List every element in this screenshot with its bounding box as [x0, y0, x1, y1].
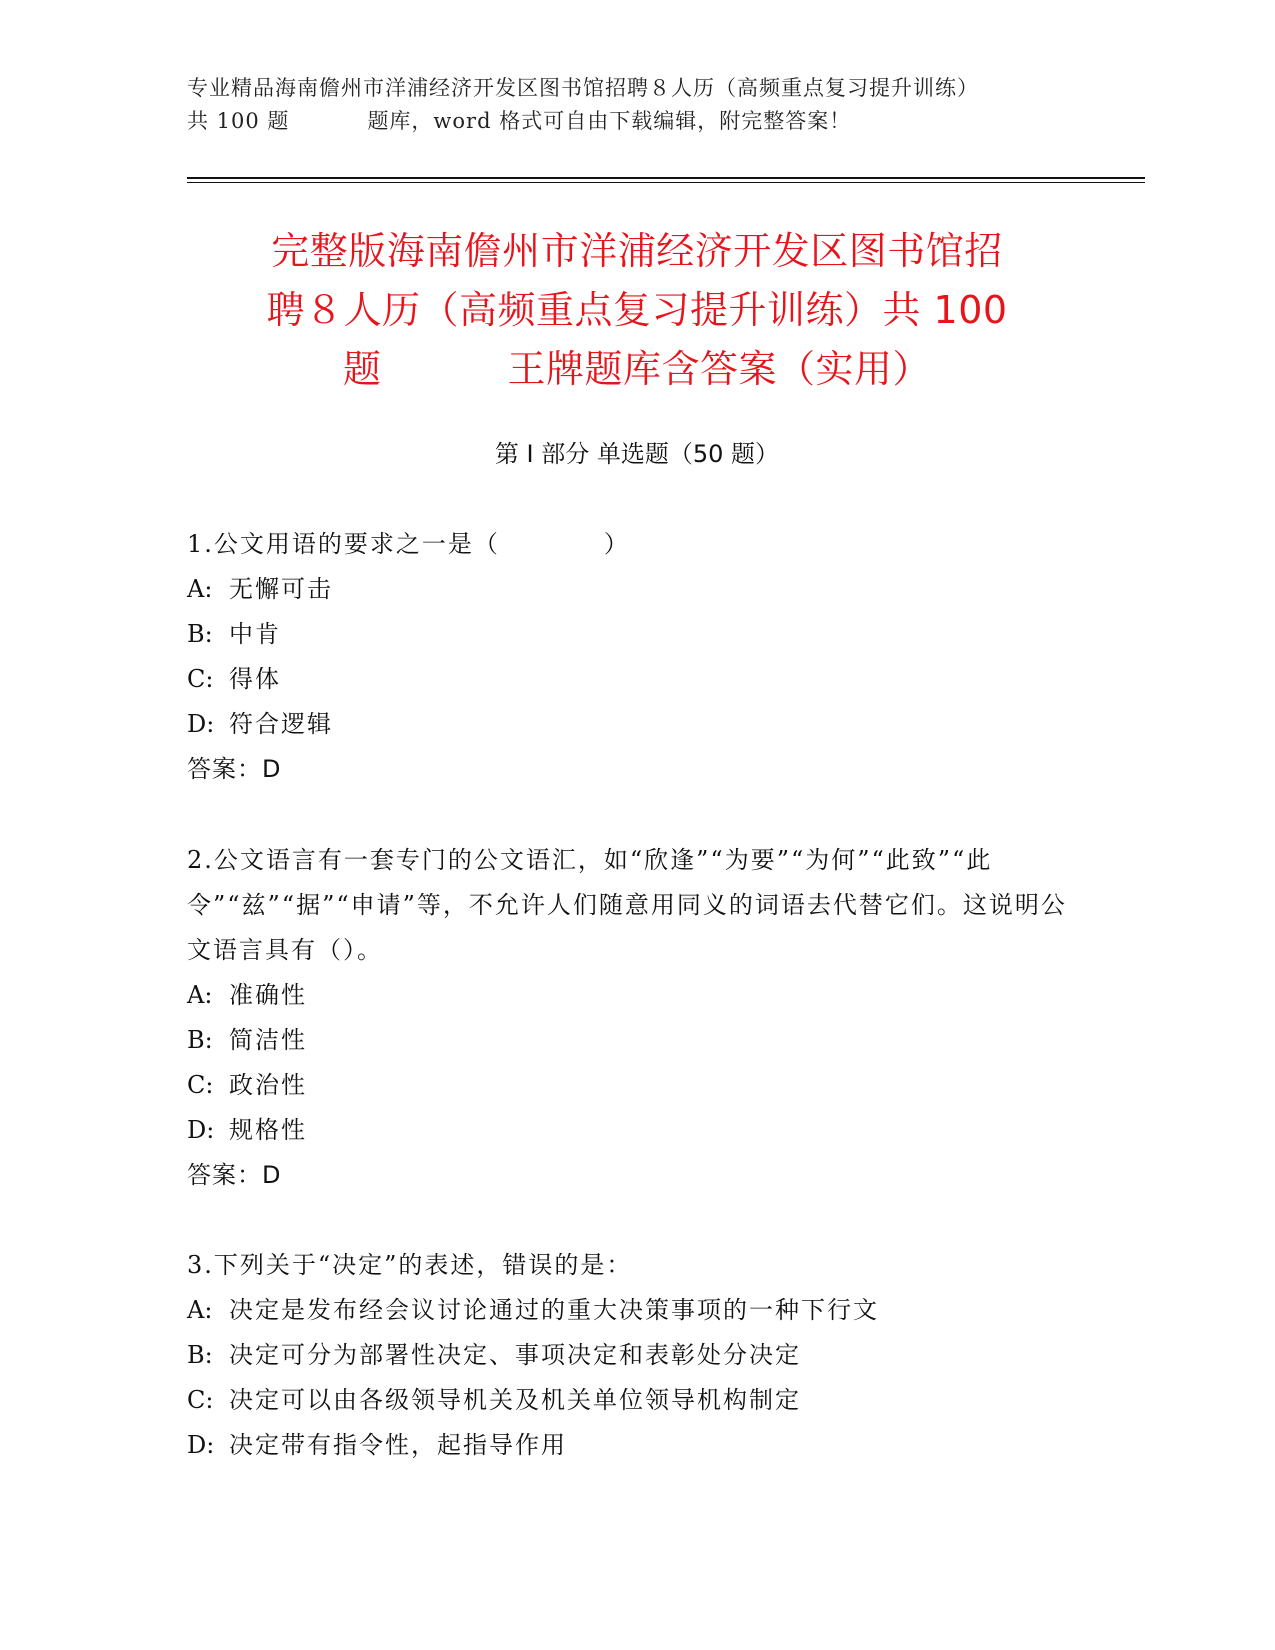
option-text: 决定可以由各级领导机关及机关单位领导机构制定 [229, 1386, 801, 1414]
answer: 答案：D [187, 755, 282, 783]
option-a [187, 1288, 1087, 1333]
option-text: 决定带有指令性，起指导作用 [229, 1431, 567, 1459]
header-note [187, 72, 1087, 138]
question-2 [187, 838, 1087, 1198]
option-a [187, 567, 1087, 612]
question-stem: 2.公文语言有一套专门的公文语汇，如“欣逢”“为要”“为何”“此致”“此令”“兹”“据”“申请”等，不允许人们随意用同义的词语去代替它们。这说明公文语言具有（）。 [187, 846, 1067, 964]
document-title-line-3-start: 题 [342, 347, 382, 391]
option-d [187, 1423, 1087, 1468]
option-text: 符合逻辑 [229, 710, 333, 738]
document-title-line-2: 聘８人历（高频重点复习提升训练）共 100 [266, 288, 1008, 332]
option-letter: C: [187, 665, 214, 693]
header-note-description: 题库，word 格式可自由下载编辑，附完整答案！ [367, 109, 852, 133]
option-text: 准确性 [229, 981, 307, 1009]
option-text: 中肯 [229, 620, 281, 648]
option-letter: B: [187, 620, 213, 648]
option-text: 得体 [229, 665, 281, 693]
document-title [187, 222, 1087, 399]
option-c [187, 1378, 1087, 1423]
option-text: 规格性 [229, 1116, 307, 1144]
header-divider-thin [187, 182, 1145, 183]
option-letter: C: [187, 1071, 214, 1099]
option-letter: B: [187, 1341, 213, 1369]
option-a [187, 973, 1087, 1018]
question-1 [187, 522, 1087, 792]
option-text: 政治性 [229, 1071, 307, 1099]
option-b [187, 612, 1087, 657]
option-text: 决定是发布经会议讨论通过的重大决策事项的一种下行文 [229, 1296, 879, 1324]
option-c [187, 657, 1087, 702]
header-note-count: 共 100 题 [187, 109, 290, 133]
header-note-line-2 [187, 105, 1087, 138]
header-note-line-1: 专业精品海南儋州市洋浦经济开发区图书馆招聘８人历（高频重点复习提升训练） [187, 76, 979, 100]
question-stem: 1.公文用语的要求之一是（ ） [187, 530, 630, 558]
header-divider-thick [187, 177, 1145, 179]
question-stem: 3.下列关于“决定”的表述，错误的是： [187, 1251, 633, 1279]
document-title-line-3-end: 王牌题库含答案（实用） [507, 347, 932, 391]
option-letter: A: [187, 981, 213, 1009]
option-b [187, 1018, 1087, 1063]
option-letter: D: [187, 1431, 215, 1459]
option-letter: B: [187, 1026, 213, 1054]
option-text: 简洁性 [229, 1026, 307, 1054]
option-d [187, 1108, 1087, 1153]
document-title-line-3 [187, 340, 1087, 399]
option-letter: D: [187, 1116, 215, 1144]
section-heading: 第 I 部分 单选题（50 题） [494, 440, 780, 468]
option-text: 无懈可击 [229, 575, 333, 603]
question-3 [187, 1243, 1087, 1468]
option-text: 决定可分为部署性决定、事项决定和表彰处分决定 [229, 1341, 801, 1369]
option-b [187, 1333, 1087, 1378]
option-c [187, 1063, 1087, 1108]
option-letter: A: [187, 1296, 213, 1324]
document-title-line-1: 完整版海南儋州市洋浦经济开发区图书馆招 [271, 229, 1003, 273]
option-letter: A: [187, 575, 213, 603]
option-d [187, 702, 1087, 747]
answer: 答案：D [187, 1161, 282, 1189]
option-letter: D: [187, 710, 215, 738]
option-letter: C: [187, 1386, 214, 1414]
